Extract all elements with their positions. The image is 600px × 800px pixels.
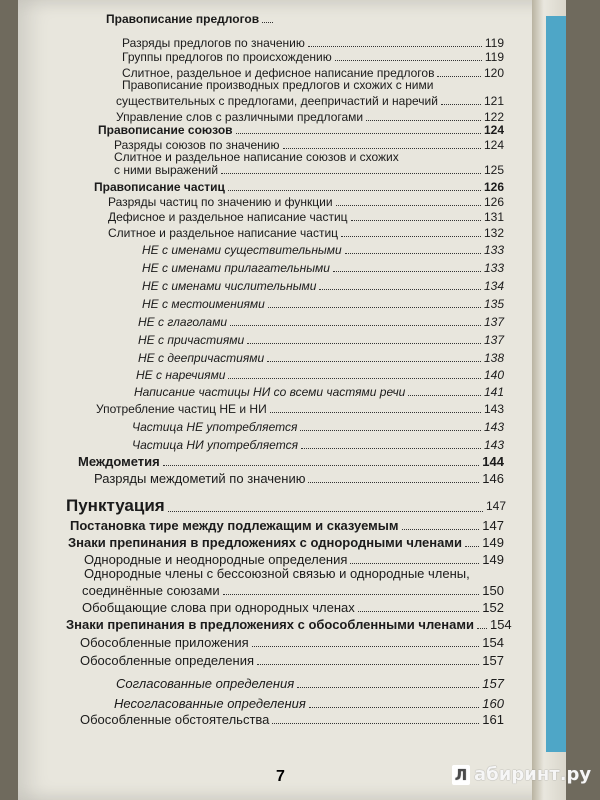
- toc-entry: НЕ с именами числительными 134: [142, 279, 504, 293]
- toc-entry: Согласованные определения 157: [116, 676, 504, 691]
- toc-entry: с ними выражений 125: [114, 163, 504, 177]
- toc-entry-line1: Правописание производных предлогов и схожих с ними: [122, 78, 434, 92]
- watermark-logo-icon: Л: [452, 765, 470, 785]
- toc-entry: НЕ с местоимениями 135: [142, 297, 504, 311]
- toc-entry-line1: Слитное и раздельное написание союзов и схожих: [114, 150, 399, 164]
- cover-blue-strip: [546, 16, 566, 752]
- toc-entry: Группы предлогов по происхождению 119: [122, 50, 504, 64]
- watermark-text: абиринт.ру: [474, 764, 592, 785]
- toc-entry: Управление слов с различными предлогами 122: [116, 110, 504, 124]
- toc-entry: Разряды предлогов по значению 119: [122, 36, 504, 50]
- toc-entry: НЕ с глаголами 137: [138, 315, 504, 329]
- toc-entry: Однородные и неоднородные определения 149: [84, 552, 504, 567]
- toc-entry-heading: Правописание частиц 126: [94, 180, 504, 194]
- toc-entry: Разряды союзов по значению 124: [114, 138, 504, 152]
- toc-entry: НЕ с деепричастиями 138: [138, 351, 504, 365]
- toc-entry: Слитное и раздельное написание частиц 132: [108, 226, 504, 240]
- toc-entry-heading: Междометия 144: [78, 454, 504, 469]
- toc-entry: соединённые союзами 150: [82, 583, 504, 598]
- toc-entry: Частица НИ употребляется 143: [132, 438, 504, 452]
- toc-entry: Обобщающие слова при однородных членах 152: [82, 600, 504, 615]
- toc-entry: НЕ с именами существительными 133: [142, 243, 504, 257]
- toc-entry-heading: Знаки препинания в предложениях с однородными членами 149: [68, 535, 504, 550]
- toc-entry-heading: Постановка тире между подлежащим и сказуемым 147: [70, 518, 504, 533]
- toc-entry: Употребление частиц НЕ и НИ 143: [96, 402, 504, 416]
- toc-entry: Обособленные приложения 154: [80, 635, 504, 650]
- toc-entry: НЕ с причастиями 137: [138, 333, 504, 347]
- toc-entry-line1: Однородные члены с бессоюзной связью и однородные члены,: [84, 566, 470, 581]
- toc-entry: Несогласованные определения 160: [114, 696, 504, 711]
- toc-entry: Слитное, раздельное и дефисное написание предлогов 120: [122, 66, 504, 80]
- toc-entry: существительных с предлогами, деепричастий и наречий 121: [116, 94, 504, 108]
- toc-entry-heading: Правописание союзов 124: [98, 123, 504, 137]
- toc-entry-heading: Правописание предлогов: [106, 12, 276, 26]
- book-page: [18, 0, 566, 800]
- toc-entry: Разряды междометий по значению 146: [94, 471, 504, 486]
- toc-entry: Дефисное и раздельное написание частиц 131: [108, 210, 504, 224]
- page-number: 7: [276, 768, 285, 785]
- toc-entry: Написание частицы НИ со всеми частями речи 141: [134, 385, 504, 399]
- toc-section-heading: Пунктуация 147: [66, 496, 506, 515]
- toc-entry: Частица НЕ употребляется 143: [132, 420, 504, 434]
- toc-entry: Обособленные определения 157: [80, 653, 504, 668]
- toc-entry: Обособленные обстоятельства 161: [80, 712, 504, 727]
- toc-entry: НЕ с именами прилагательными 133: [142, 261, 504, 275]
- toc-entry-heading: Знаки препинания в предложениях с обособленными членами 154: [66, 617, 512, 632]
- toc-entry: НЕ с наречиями 140: [136, 368, 504, 382]
- table-of-contents: [18, 0, 566, 800]
- labirint-watermark: [452, 764, 591, 785]
- toc-entry: Разряды частиц по значению и функции 126: [108, 195, 504, 209]
